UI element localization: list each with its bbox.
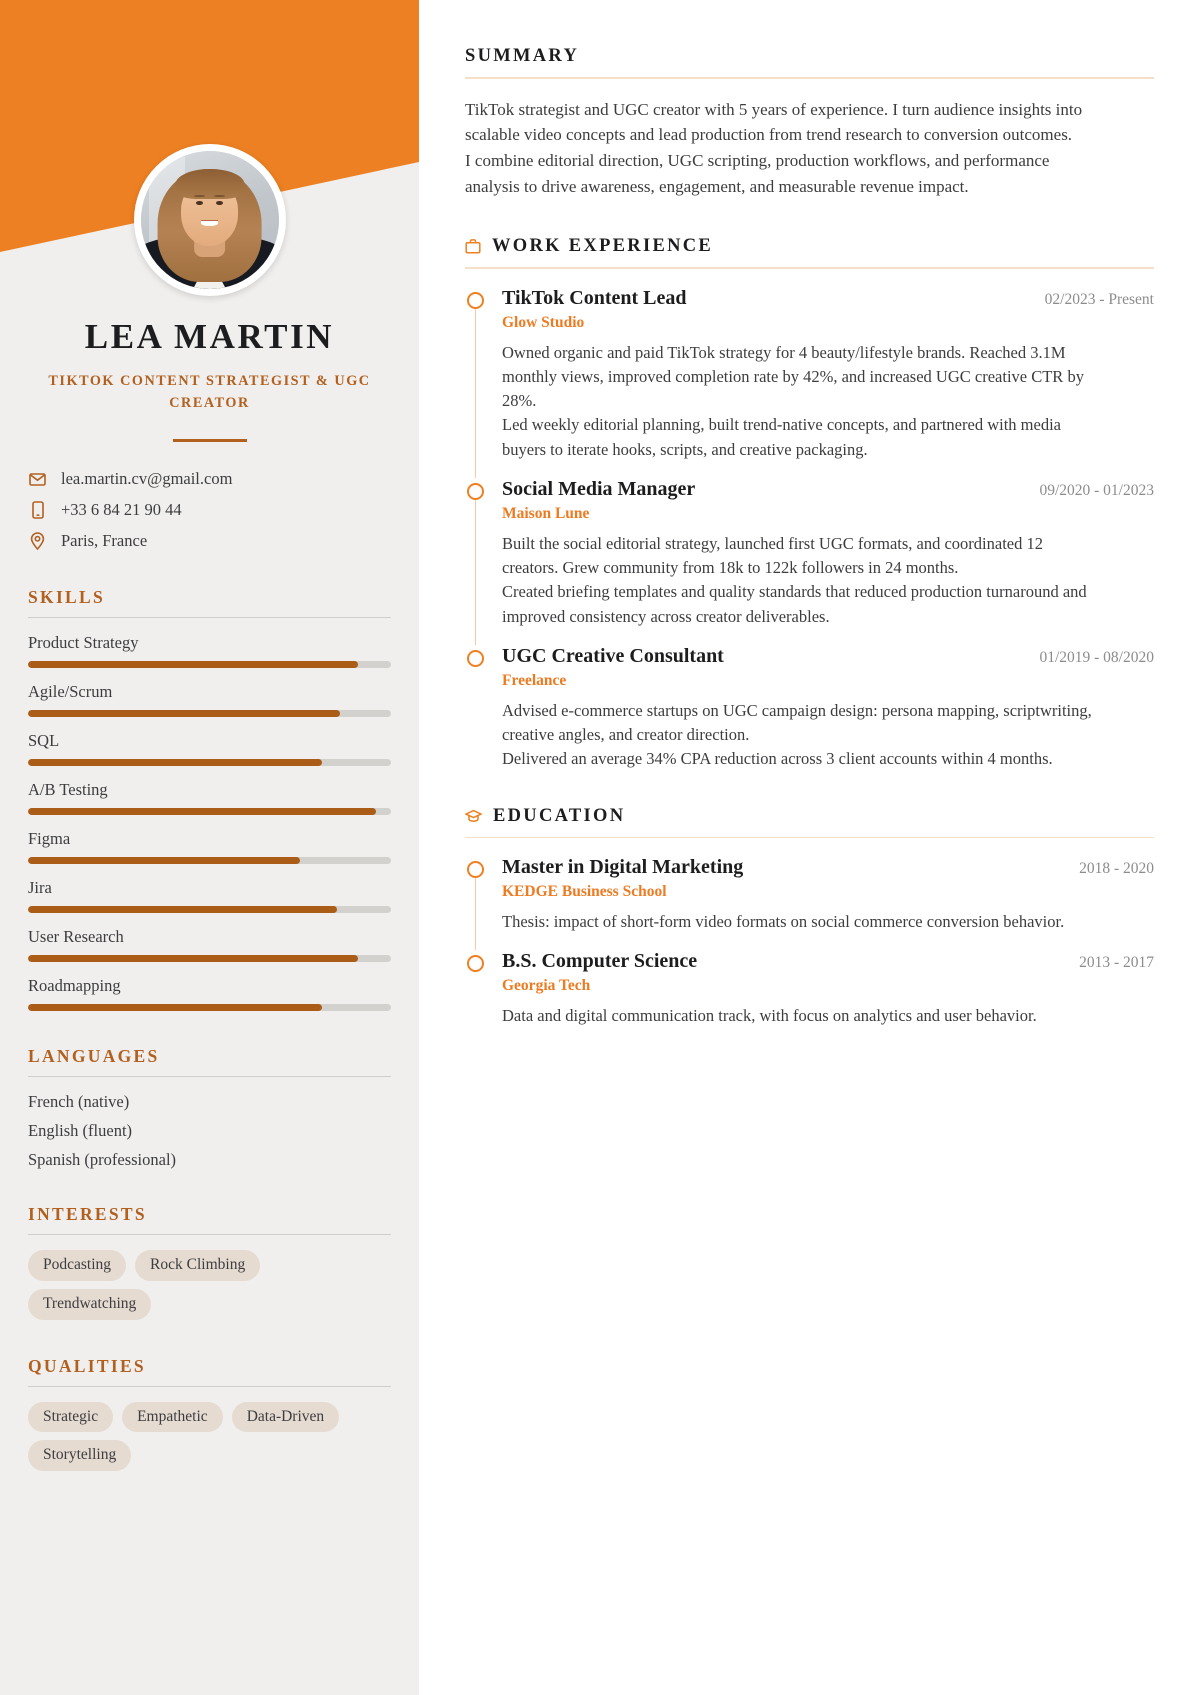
entry-title: TikTok Content Lead xyxy=(502,286,687,309)
summary-header xyxy=(465,46,1154,67)
timeline-dot-icon xyxy=(467,955,484,972)
skill-label: Jira xyxy=(28,878,52,897)
skill-progress-track xyxy=(28,759,391,766)
job-title: TIKTOK CONTENT STRATEGIST & UGC CREATOR xyxy=(48,372,371,411)
entry-paragraph: Led weekly editorial planning, built trend-native concepts, and partnered with media buyers to iterate hooks, scripts, and creative packaging. xyxy=(502,415,1061,459)
interest-chip: Rock Climbing xyxy=(135,1250,260,1281)
contact-list xyxy=(28,469,419,551)
qualities-chips xyxy=(28,1402,391,1472)
timeline-dot-icon xyxy=(467,292,484,309)
skill-label: User Research xyxy=(28,927,124,946)
experience-heading: WORK EXPERIENCE xyxy=(492,235,714,256)
interest-chip: Trendwatching xyxy=(28,1289,151,1320)
education-entry xyxy=(465,856,1154,950)
avatar-image xyxy=(141,151,279,289)
entry-date: 01/2019 - 08/2020 xyxy=(1039,648,1154,666)
summary-paragraph: TikTok strategist and UGC creator with 5 years of experience. I turn audience insights into scalable video concepts and lead production from trend research to conversion outcomes. xyxy=(465,99,1083,145)
quality-chip: Empathetic xyxy=(122,1402,223,1433)
skills-heading: SKILLS xyxy=(28,587,106,607)
quality-chip: Storytelling xyxy=(28,1440,131,1471)
avatar xyxy=(134,144,286,296)
timeline-line xyxy=(475,301,477,478)
entry-organization: Georgia Tech xyxy=(502,977,591,995)
skills-list xyxy=(28,633,391,1011)
timeline-line xyxy=(475,492,477,645)
entry-description xyxy=(502,910,1102,934)
entry-organization: Glow Studio xyxy=(502,313,585,331)
skill-progress-track xyxy=(28,906,391,913)
contact-phone[interactable] xyxy=(28,500,419,520)
entry-paragraph: Built the social editorial strategy, launched first UGC formats, and coordinated 12 creators. Grew community from 18k to 122k followers in 24 months. xyxy=(502,533,1043,577)
education-header xyxy=(465,806,1154,827)
entry-description xyxy=(502,1004,1102,1028)
contact-email[interactable] xyxy=(28,469,419,489)
skill-progress-track xyxy=(28,808,391,815)
timeline-line xyxy=(475,870,477,950)
languages-rule xyxy=(28,1076,391,1077)
entry-title: Social Media Manager xyxy=(502,477,696,500)
qualities-rule xyxy=(28,1386,391,1387)
skill-label: Roadmapping xyxy=(28,976,121,995)
skill-progress-fill xyxy=(28,759,322,766)
summary-heading: SUMMARY xyxy=(465,46,580,66)
skill-label: Agile/Scrum xyxy=(28,682,113,701)
skill-item xyxy=(28,829,391,864)
skill-label: A/B Testing xyxy=(28,780,108,799)
skill-progress-fill xyxy=(28,1004,322,1011)
summary-paragraph: I combine editorial direction, UGC scripting, production workflows, and performance analysis to drive awareness, engagement, and measurable revenue impact. xyxy=(465,151,1050,197)
entry-paragraph: Advised e-commerce startups on UGC campaign design: persona mapping, scriptwriting, creative angles, and creator direction. xyxy=(502,700,1092,744)
briefcase-icon xyxy=(465,238,481,254)
qualities-section xyxy=(28,1356,391,1472)
entry-title: UGC Creative Consultant xyxy=(502,644,724,667)
summary-section xyxy=(465,46,1154,200)
entry-header xyxy=(502,645,1154,668)
entry-paragraph: Data and digital communication track, with focus on analytics and user behavior. xyxy=(502,1006,1037,1026)
timeline-dot-icon xyxy=(467,483,484,500)
quality-chip: Strategic xyxy=(28,1402,113,1433)
contact-location[interactable] xyxy=(28,531,419,551)
entry-description xyxy=(502,532,1102,629)
skill-item xyxy=(28,682,391,717)
entry-date: 2018 - 2020 xyxy=(1079,860,1154,878)
entry-organization: KEDGE Business School xyxy=(502,883,667,901)
skill-progress-fill xyxy=(28,857,300,864)
qualities-heading: QUALITIES xyxy=(28,1355,146,1376)
education-rule xyxy=(465,837,1154,839)
skill-progress-fill xyxy=(28,808,376,815)
skill-label: SQL xyxy=(28,731,60,750)
main-content xyxy=(419,0,1198,1695)
entry-header xyxy=(502,287,1154,310)
skill-item xyxy=(28,633,391,668)
entry-date: 09/2020 - 01/2023 xyxy=(1039,481,1154,499)
graduation-cap-icon xyxy=(465,809,482,823)
languages-section xyxy=(28,1046,391,1170)
entry-organization: Maison Lune xyxy=(502,504,590,522)
skills-section xyxy=(28,587,391,1011)
skill-item xyxy=(28,780,391,815)
entry-paragraph: Created briefing templates and quality standards that reduced production turnaround and improved consistency across creator deliverables. xyxy=(502,582,1087,626)
skill-progress-fill xyxy=(28,955,358,962)
education-section xyxy=(465,806,1154,1029)
envelope-icon xyxy=(28,470,47,489)
experience-entry xyxy=(465,645,1154,772)
entry-date: 02/2023 - Present xyxy=(1044,290,1154,308)
skill-item xyxy=(28,927,391,962)
timeline-dot-icon xyxy=(467,650,484,667)
skill-progress-track xyxy=(28,857,391,864)
timeline-dot-icon xyxy=(467,861,484,878)
languages-list xyxy=(28,1092,391,1170)
sidebar xyxy=(0,0,419,1695)
phone-icon xyxy=(28,501,47,520)
interests-section xyxy=(28,1204,391,1320)
skill-progress-track xyxy=(28,710,391,717)
summary-text xyxy=(465,97,1085,200)
entry-paragraph: Owned organic and paid TikTok strategy for 4 beauty/lifestyle brands. Reached 3.1M monthly views, improved completion rate by 42%, and increased UGC creative CTR by 28%. xyxy=(502,342,1084,410)
experience-rule xyxy=(465,267,1154,269)
entry-description xyxy=(502,341,1102,462)
skill-progress-track xyxy=(28,661,391,668)
location-pin-icon xyxy=(28,532,47,551)
education-timeline xyxy=(465,856,1154,1029)
entry-organization: Freelance xyxy=(502,671,567,689)
education-entry xyxy=(465,950,1154,1028)
experience-timeline xyxy=(465,287,1154,772)
entry-paragraph: Delivered an average 34% CPA reduction across 3 client accounts within 4 months. xyxy=(502,749,1053,769)
entry-paragraph: Thesis: impact of short-form video formats on social commerce conversion behavior. xyxy=(502,912,1065,932)
skill-progress-fill xyxy=(28,710,340,717)
skill-item xyxy=(28,878,391,913)
summary-rule xyxy=(465,77,1154,79)
experience-entry xyxy=(465,478,1154,645)
skill-progress-track xyxy=(28,1004,391,1011)
entry-title: Master in Digital Marketing xyxy=(502,856,744,879)
entry-header xyxy=(502,856,1154,879)
entry-description xyxy=(502,699,1102,772)
entry-header xyxy=(502,950,1154,973)
interests-chips xyxy=(28,1250,391,1320)
skills-rule xyxy=(28,617,391,618)
experience-section xyxy=(465,236,1154,772)
entry-date: 2013 - 2017 xyxy=(1079,954,1154,972)
quality-chip: Data-Driven xyxy=(232,1402,339,1433)
interests-heading: INTERESTS xyxy=(28,1204,147,1224)
interests-rule xyxy=(28,1234,391,1235)
entry-title: B.S. Computer Science xyxy=(502,950,698,973)
language-item: English (fluent) xyxy=(28,1121,133,1140)
contact-email-value: lea.martin.cv@gmail.com xyxy=(61,469,233,488)
language-item: French (native) xyxy=(28,1092,130,1111)
contact-phone-value: +33 6 84 21 90 44 xyxy=(61,500,182,519)
skill-progress-track xyxy=(28,955,391,962)
languages-heading: LANGUAGES xyxy=(28,1046,160,1066)
skill-progress-fill xyxy=(28,661,358,668)
title-divider xyxy=(173,439,247,443)
interest-chip: Podcasting xyxy=(28,1250,126,1281)
language-item: Spanish (professional) xyxy=(28,1150,177,1169)
experience-header xyxy=(465,236,1154,257)
skill-item xyxy=(28,976,391,1011)
education-heading: EDUCATION xyxy=(493,805,626,826)
page-title: LEA MARTIN xyxy=(84,317,335,356)
entry-header xyxy=(502,478,1154,501)
contact-location-value: Paris, France xyxy=(61,531,148,550)
skill-item xyxy=(28,731,391,766)
skill-progress-fill xyxy=(28,906,337,913)
experience-entry xyxy=(465,287,1154,478)
skill-label: Product Strategy xyxy=(28,633,139,652)
skill-label: Figma xyxy=(28,829,71,848)
